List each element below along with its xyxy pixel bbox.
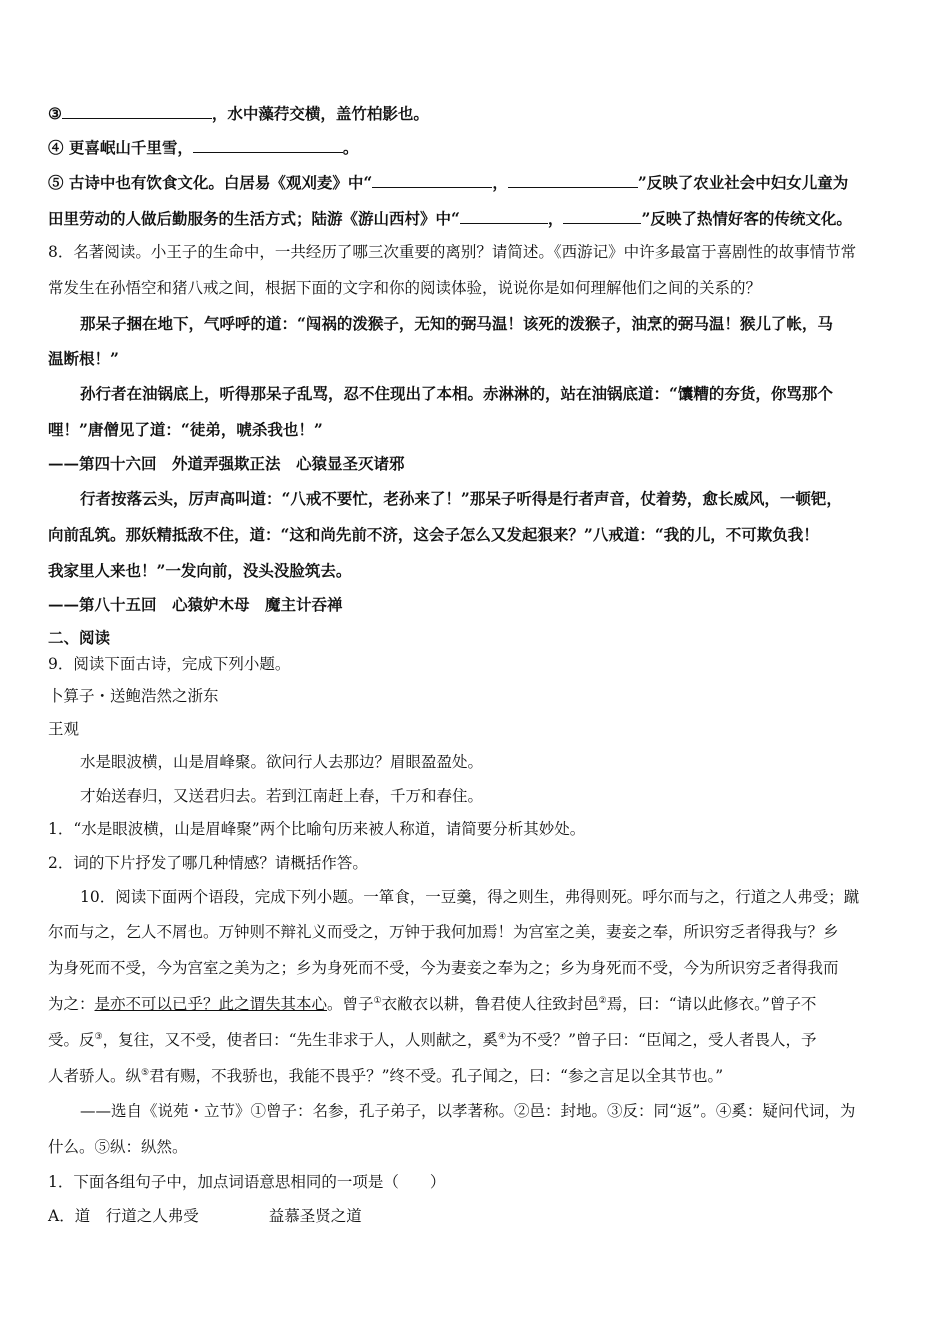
question-9: 9．阅读下面古诗，完成下列小题。 (48, 655, 291, 673)
excerpt-paragraph: 我家里人来也！”一发向前，没头没脸筑去。 (48, 561, 352, 580)
sub-question: 1．下面各组句子中，加点词语意思相同的一项是（ ） (48, 1173, 446, 1191)
answer-blank[interactable] (563, 208, 641, 224)
passage-paragraph: 尔而与之，乞人不屑也。万钟则不辩礼义而受之，万钟于我何加焉！为宫室之美，妻妾之奉，所识穷乏者得我与？乡 (48, 923, 839, 941)
line-text: ， (547, 209, 564, 228)
answer-blank[interactable] (508, 172, 638, 188)
passage-paragraph: 人者骄人。纵⑤君有赐，不我骄也，我能不畏乎？”终不受。孔子闻之，曰：“参之言足以全其节也。” (48, 1067, 724, 1085)
line-text: 田里劳动的人做后勤服务的生活方式；陆游《游山西村》中“ (48, 209, 460, 228)
question-8-cont: 常发生在孙悟空和猪八戒之间，根据下面的文字和你的阅读体验，说说你是如何理解他们之间的关系的？ (48, 279, 762, 297)
chapter-citation: ——第四十六回 外道弄强欺正法 心猿显圣灭诸邪 (48, 454, 405, 473)
line-text: ， (492, 173, 508, 192)
fill-blank-3 (48, 103, 429, 124)
question-10: 10．阅读下面两个语段，完成下列小题。一箪食，一豆羹，得之则生，弗得则死。呼尔而与之，行道之人弗受；蹴 (80, 888, 860, 906)
fill-blank-5 (48, 172, 848, 193)
poem-line: 才始送春归，又送君归去。若到江南赶上春，千万和春住。 (80, 787, 484, 805)
footnote-marker: ⑤ (141, 1067, 150, 1078)
source-notes: 什么。⑤纵：纵然。 (48, 1138, 188, 1156)
fill-blank-4 (48, 137, 358, 158)
sub-question: 1．“水是眼波横，山是眉峰聚”两个比喻句历来被人称道，请简要分析其妙处。 (48, 820, 586, 838)
line-text: ④ 更喜岷山千里雪， (48, 138, 193, 157)
excerpt-paragraph: 那呆子捆在地下，气呼呼的道：“闯祸的泼猴子，无知的弼马温！该死的泼猴子，油烹的弼马温！猴儿了帐，马 (80, 314, 833, 333)
chapter-citation: ——第八十五回 心猿妒木母 魔主计吞禅 (48, 595, 343, 614)
excerpt-paragraph: 温断根！” (48, 349, 119, 368)
excerpt-paragraph: 向前乱筑。那妖精抵敌不住，道：“这和尚先前不济，这会子怎么又发起狠来？”八戒道：“我的儿，不可欺负我！ (48, 525, 819, 544)
footnote-marker: ① (373, 995, 382, 1006)
footnote-marker: ④ (498, 1031, 507, 1042)
footnote-marker: ② (598, 995, 607, 1006)
line-text: ”反映了热情好客的传统文化。 (641, 209, 852, 228)
footnote-marker: ③ (94, 1031, 103, 1042)
poem-title: 卜算子・送鲍浩然之浙东 (48, 687, 219, 705)
line-text: ⑤ 古诗中也有饮食文化。白居易《观刈麦》中“ (48, 173, 373, 192)
passage-paragraph: 为身死而不受，今为宫室之美为之；乡为身死而不受，今为妻妾之奉为之；乡为身死而不受，今为所识穷乏者得我而 (48, 959, 839, 977)
section-heading: 二、阅读 (48, 628, 111, 647)
underlined-sentence: 是亦不可以已乎？此之谓失其本心 (94, 995, 328, 1013)
excerpt-paragraph: 行者按落云头，厉声高叫道：“八戒不要忙，老孙来了！”那呆子听得是行者声音，仗着势，愈长威风，一顿钯， (80, 489, 842, 508)
excerpt-paragraph: 哩！”唐僧见了道：“徒弟，唬杀我也！” (48, 420, 323, 439)
question-8: 8．名著阅读。小王子的生命中，一共经历了哪三次重要的离别？请简述。《西游记》中许多最富于喜剧性的故事情节常 (48, 243, 857, 261)
answer-blank[interactable] (62, 103, 212, 119)
sub-question: 2．词的下片抒发了哪几种情感？请概括作答。 (48, 854, 368, 872)
passage-paragraph: 为之：是亦不可以已乎？此之谓失其本心。曾子①衣敝衣以耕，鲁君使人往致封邑②焉，曰：“请以此修衣。”曾子不 (48, 995, 817, 1013)
answer-blank[interactable] (193, 137, 343, 153)
line-text: ，水中藻荇交横，盖竹柏影也。 (211, 104, 429, 123)
answer-blank[interactable] (460, 208, 548, 224)
passage-paragraph: 受。反③，复往，又不受，使者曰：“先生非求于人，人则献之，奚④为不受？”曾子曰：“臣闻之，受人者畏人，予 (48, 1031, 817, 1049)
source-notes: ——选自《说苑・立节》①曾子：名参，孔子弟子，以孝著称。②邑：封地。③反：同“返”。④奚：疑问代词，为 (80, 1102, 856, 1120)
line-text: 。 (342, 138, 359, 157)
line-text: ”反映了农业社会中妇女儿童为 (637, 173, 849, 192)
poem-line: 水是眼波横，山是眉峰聚。欲问行人去那边？眉眼盈盈处。 (80, 753, 484, 771)
option-a: A．道 行道之人弗受 益慕圣贤之道 (48, 1207, 362, 1225)
excerpt-paragraph: 孙行者在油锅底上，听得那呆子乱骂，忍不住现出了本相。赤淋淋的，站在油锅底道：“馕糟的夯货，你骂那个 (80, 384, 833, 403)
item-number: ③ (48, 104, 62, 123)
poem-author: 王观 (48, 720, 80, 738)
answer-blank[interactable] (372, 172, 492, 188)
fill-blank-5-cont (48, 208, 852, 229)
